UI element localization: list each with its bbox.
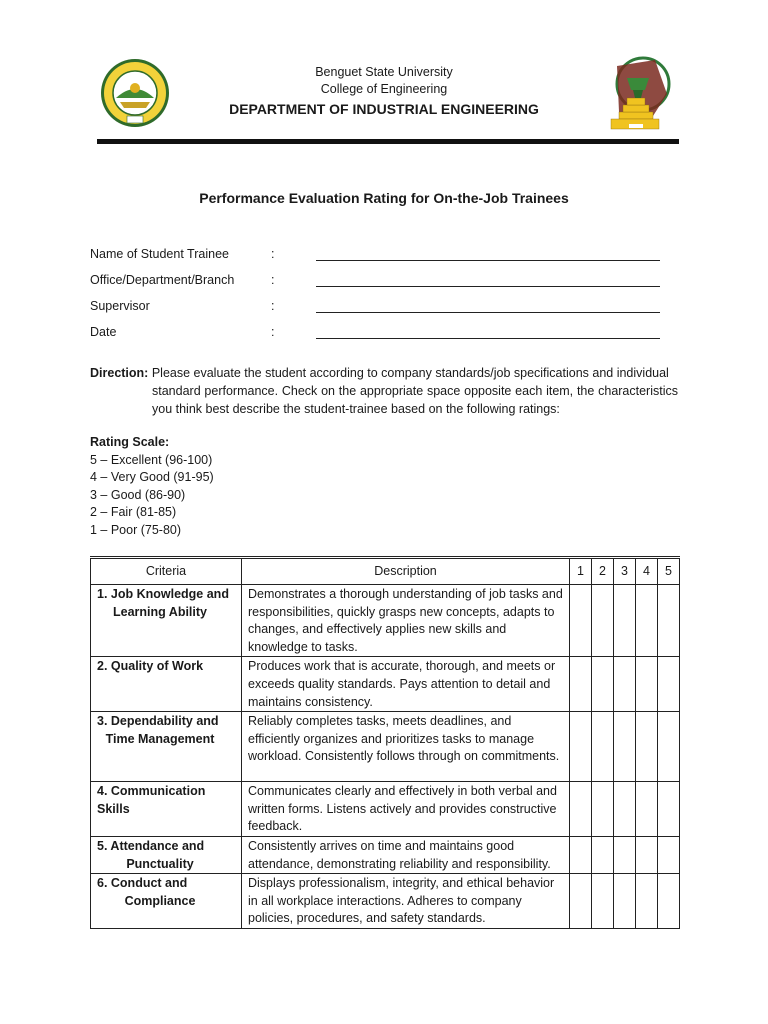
rating-cell-3[interactable] [614,874,636,929]
rating-cell-2[interactable] [592,874,614,929]
university-name: Benguet State University [315,65,453,79]
direction-heading: Direction: [90,366,149,380]
rating-cell-2[interactable] [592,712,614,782]
rating-cell-1[interactable] [570,712,592,782]
info-colon: : [271,273,275,287]
rating-cell-4[interactable] [636,782,658,837]
rating-scale-item: 3 – Good (86-90) [90,487,186,502]
rating-scale-item: 2 – Fair (81-85) [90,505,177,520]
rating-cell-4[interactable] [636,836,658,873]
description-header: Description [242,558,570,585]
rating-header-1: 1 [570,558,592,585]
info-colon: : [271,299,275,313]
info-row-office [90,271,680,297]
info-label: Name of Student Trainee [90,247,229,261]
criteria-cell: 5. Attendance and Punctuality [91,836,242,873]
info-colon: : [271,325,275,339]
date-blank-line[interactable] [316,338,660,339]
rating-cell-5[interactable] [658,712,680,782]
info-row-date [90,323,680,349]
rating-cell-2[interactable] [592,585,614,657]
rating-cell-4[interactable] [636,657,658,712]
info-row-supervisor [90,297,680,323]
info-label: Supervisor [90,299,150,313]
form-title: Performance Evaluation Rating for On-the-Job Trainees [199,190,569,206]
trainee-info-fields [90,245,680,349]
table-row [91,585,680,657]
name-blank-line[interactable] [316,260,660,261]
rating-cell-2[interactable] [592,836,614,873]
rating-cell-5[interactable] [658,874,680,929]
description-cell: Reliably completes tasks, meets deadlines, and efficiently organizes and prioritizes tasks to manage workload. Consistently follows through on commitments. [242,712,570,782]
table-header-row [91,558,680,585]
description-cell: Produces work that is accurate, thorough, and meets or exceeds quality standards. Pays attention to detail and maintains consistency. [242,657,570,712]
header-divider [97,139,679,144]
direction-paragraph [90,364,678,418]
description-cell: Displays professionalism, integrity, and ethical behavior in all workplace interactions. Adheres to company policies, procedures, and safety standards. [242,874,570,929]
rating-cell-1[interactable] [570,657,592,712]
rating-cell-4[interactable] [636,874,658,929]
college-name: College of Engineering [320,82,448,96]
criteria-cell: 2. Quality of Work [91,657,242,712]
direction-line1: Please evaluate the student according to company standards/job specifications and individual [151,366,669,380]
table-row [91,712,680,782]
supervisor-blank-line[interactable] [316,312,660,313]
rating-scale [90,434,214,540]
criteria-header: Criteria [91,558,242,585]
rating-cell-5[interactable] [658,782,680,837]
rating-cell-2[interactable] [592,657,614,712]
rating-cell-5[interactable] [658,585,680,657]
rating-cell-4[interactable] [636,712,658,782]
description-cell: Consistently arrives on time and maintains good attendance, demonstrating reliability and responsibility. [242,836,570,873]
rating-cell-3[interactable] [614,657,636,712]
rating-cell-5[interactable] [658,836,680,873]
rating-cell-3[interactable] [614,712,636,782]
office-blank-line[interactable] [316,286,660,287]
table-row [91,657,680,712]
rating-cell-2[interactable] [592,782,614,837]
rating-cell-3[interactable] [614,836,636,873]
criteria-cell: 1. Job Knowledge and Learning Ability [91,585,242,657]
info-label: Date [90,325,117,339]
description-cell: Demonstrates a thorough understanding of job tasks and responsibilities, quickly grasps new concepts, adapts to changes, and effectively applies new skills and knowledge to tasks. [242,585,570,657]
rating-scale-item: 5 – Excellent (96-100) [90,452,213,467]
criteria-table [90,556,680,929]
criteria-cell: 3. Dependability and Time Management [91,712,242,782]
rating-scale-item: 1 – Poor (75-80) [90,522,182,537]
rating-header-2: 2 [592,558,614,585]
direction-text: standard performance. Check on the appropriate space opposite each item, the characteristics you think best describe the student-trainee based on the following ratings: [152,384,678,416]
rating-cell-1[interactable] [570,782,592,837]
rating-header-4: 4 [636,558,658,585]
rating-cell-3[interactable] [614,782,636,837]
letterhead [0,64,768,119]
table-row [91,782,680,837]
rating-cell-5[interactable] [658,657,680,712]
rating-header-3: 3 [614,558,636,585]
rating-cell-3[interactable] [614,585,636,657]
info-colon: : [271,247,275,261]
info-row-name [90,245,680,271]
criteria-cell: 4. Communication Skills [91,782,242,837]
rating-cell-1[interactable] [570,585,592,657]
rating-scale-item: 4 – Very Good (91-95) [90,470,214,485]
rating-cell-1[interactable] [570,874,592,929]
table-row [91,836,680,873]
table-row [91,874,680,929]
description-cell: Communicates clearly and effectively in both verbal and written forms. Listens actively and provides constructive feedback. [242,782,570,837]
department-name: DEPARTMENT OF INDUSTRIAL ENGINEERING [229,101,539,117]
rating-cell-4[interactable] [636,585,658,657]
criteria-cell: 6. Conduct and Compliance [91,874,242,929]
rating-cell-1[interactable] [570,836,592,873]
info-label: Office/Department/Branch [90,273,235,287]
rating-scale-heading: Rating Scale: [90,435,170,449]
rating-header-5: 5 [658,558,680,585]
